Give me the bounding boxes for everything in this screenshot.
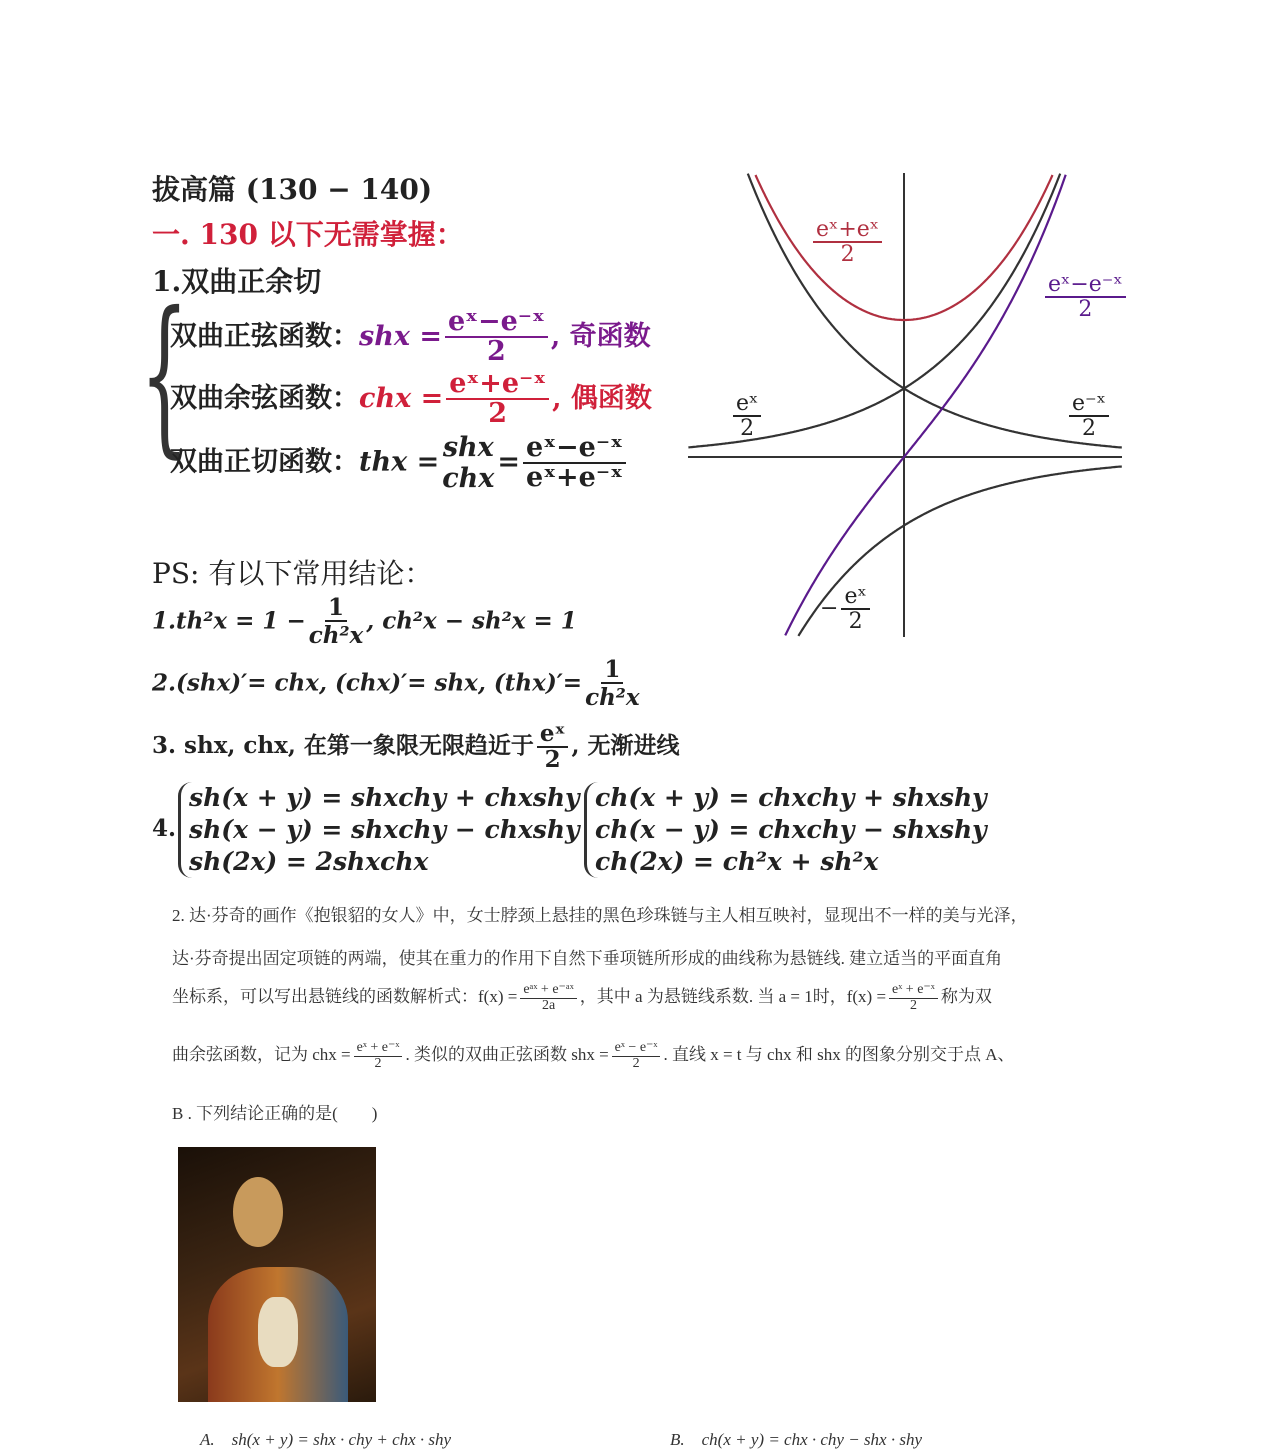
den: 2 <box>544 746 561 774</box>
label: 双曲余弦函数： <box>170 382 359 414</box>
num: eˣ <box>841 585 869 610</box>
ch-identities <box>584 782 987 878</box>
t: , 无渐进线 <box>571 732 680 760</box>
subsection-heading: 1.双曲正余切 <box>152 265 322 298</box>
fn: thx = <box>359 446 440 478</box>
page-title: 拔高篇 (130 − 140) <box>152 173 433 206</box>
painting-image <box>178 1147 376 1402</box>
identity: sh(x − y) = shxchy − chxshy <box>189 815 580 844</box>
num: e⁻ˣ <box>1069 392 1109 417</box>
def-sinh <box>170 308 651 367</box>
den: 2 <box>374 1055 382 1071</box>
den: 2 <box>740 416 755 442</box>
fn: shx = <box>359 320 442 352</box>
section-heading: 一. 130 以下无需掌握： <box>152 218 464 251</box>
num: eˣ−e⁻ˣ <box>523 434 626 464</box>
t: ，其中 a 为悬链线系数. 当 a = 1时，f(x) = <box>579 987 887 1006</box>
t: 3. shx, chx, 在第一象限无限趋近于 <box>152 732 534 760</box>
num: shx <box>442 432 494 463</box>
option-a[interactable]: A. sh(x + y) = shx · chy + chx · shy <box>200 1430 452 1449</box>
t: 称为双 <box>940 987 992 1006</box>
t: , ch²x − sh²x = 1 <box>366 607 577 635</box>
num: eˣ−e⁻ˣ <box>1045 273 1126 298</box>
identity: sh(x + y) = shxchy + chxshy <box>189 783 580 812</box>
num: eˣ − e⁻ˣ <box>612 1041 661 1057</box>
question-line-5: B . 下列结论正确的是( ) <box>172 1104 378 1123</box>
t: 曲余弦函数，记为 chx = <box>172 1045 351 1064</box>
den: 2 <box>1081 416 1096 442</box>
den: 2a <box>541 997 556 1013</box>
t: . 直线 x = t 与 chx 和 shx 的图象分别交于点 A、 <box>663 1045 1015 1064</box>
label-ex-half <box>730 392 764 440</box>
label-sinh <box>1042 273 1129 321</box>
num: eˣ + e⁻ˣ <box>889 983 938 999</box>
den: 2 <box>840 242 855 268</box>
question-line-2: 达·芬奇提出固定项链的两端，使其在重力的作用下自然下垂项链所形成的曲线称为悬链线. 建立适当的平面直角 <box>172 949 1003 968</box>
num: eˣ+eˣ <box>813 218 882 243</box>
den: ch²x <box>308 622 364 650</box>
fn: chx = <box>359 382 444 414</box>
sh-identities <box>178 782 580 878</box>
label: 双曲正切函数： <box>170 446 359 478</box>
def-cosh <box>170 370 652 429</box>
den: chx <box>442 463 495 494</box>
label-cosh <box>810 218 885 266</box>
conclusion-3 <box>152 722 679 772</box>
identity: ch(x + y) = chxchy + shxshy <box>595 783 987 812</box>
num: eˣ−e⁻ˣ <box>445 308 548 338</box>
den: eˣ+e⁻ˣ <box>526 462 623 493</box>
num: eˣ <box>537 722 569 748</box>
num: 1 <box>601 658 623 684</box>
num: 1 <box>325 596 347 622</box>
t: 坐标系，可以写出悬链线的函数解析式：f(x) = <box>172 987 518 1006</box>
option-b[interactable]: B. ch(x + y) = chx · chy − shx · shy <box>670 1430 923 1449</box>
tail: , 奇函数 <box>550 320 651 352</box>
tail: , 偶函数 <box>552 382 652 414</box>
num: eᵃˣ + e⁻ᵃˣ <box>520 983 576 999</box>
identity: ch(2x) = ch²x + sh²x <box>595 847 879 876</box>
sign: − <box>820 596 839 622</box>
conclusion-2 <box>152 658 643 711</box>
brace: { <box>140 276 189 474</box>
identity: sh(2x) = 2shxchx <box>189 847 429 876</box>
label-emx-half <box>1066 392 1112 440</box>
conclusion-4-label: 4. <box>152 815 177 842</box>
num: eˣ <box>733 392 761 417</box>
t: 2.(shx)′= chx, (chx)′= shx, (thx)′= <box>152 669 583 697</box>
num: eˣ + e⁻ˣ <box>354 1041 403 1057</box>
den: 2 <box>488 398 508 430</box>
eq: = <box>497 446 521 478</box>
den: 2 <box>848 609 863 635</box>
den: 2 <box>632 1055 640 1071</box>
den: 2 <box>487 336 506 368</box>
question-line-3 <box>172 982 992 1013</box>
den: 2 <box>1078 297 1093 323</box>
def-tanh <box>170 432 629 494</box>
conclusion-1 <box>152 596 577 649</box>
den: ch²x <box>585 684 640 712</box>
label-neg-ex-half <box>820 585 873 633</box>
num: eˣ+e⁻ˣ <box>446 370 549 400</box>
question-line-1: 2. 达·芬奇的画作《抱银貂的女人》中，女士脖颈上悬挂的黑色珍珠链与主人相互映衬，显现出不一样的美与光泽， <box>172 906 1028 925</box>
question-line-4 <box>172 1040 1014 1071</box>
label: 双曲正弦函数： <box>170 320 359 352</box>
t: 1.th²x = 1 − <box>152 607 306 635</box>
identity: ch(x − y) = chxchy − shxshy <box>595 815 987 844</box>
den: 2 <box>909 997 917 1013</box>
t: . 类似的双曲正弦函数 shx = <box>405 1045 609 1064</box>
ps-heading: PS: 有以下常用结论： <box>152 557 433 590</box>
